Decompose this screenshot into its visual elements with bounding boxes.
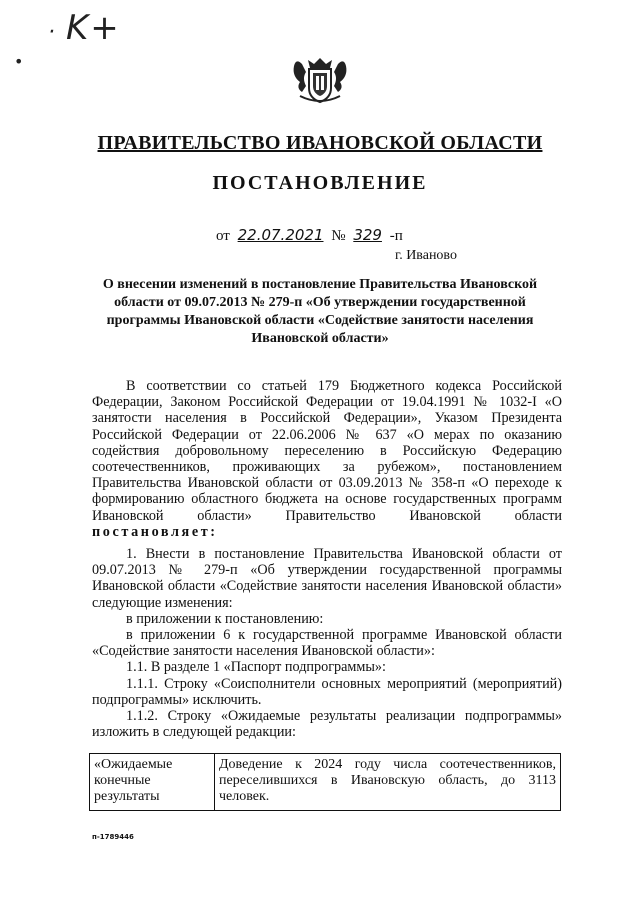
government-title: ПРАВИТЕЛЬСТВО ИВАНОВСКОЙ ОБЛАСТИ xyxy=(97,132,543,154)
paragraph-6: 1.1.2. Строку «Ожидаемые результаты реализации подпрограммы» изложить в следующей редакции: xyxy=(92,708,562,741)
coat-of-arms-emblem xyxy=(292,56,348,106)
results-table xyxy=(89,753,561,811)
table-value-cell: Доведение к 2024 году числа соотечественников, переселившихся в Ивановскую область, до 3113 человек. xyxy=(215,754,561,811)
handwritten-mark: K+ xyxy=(66,8,121,48)
document-subject: О внесении изменений в постановление Правительства Ивановской области от 09.07.2013 № 279-п «Об утверждении государственной программы Ивановской области «Содействие занятости населения Ивановской области» xyxy=(102,277,538,346)
table-label-cell: «Ожидаемые конечные результаты xyxy=(90,754,215,811)
paragraph-2: в приложении к постановлению: xyxy=(126,610,324,627)
number-suffix: -п xyxy=(389,228,403,244)
handwritten-dot-2: • xyxy=(14,52,24,71)
resolves-word xyxy=(92,524,562,540)
amendments-block xyxy=(92,546,562,740)
document-date: 22.07.2021 xyxy=(237,226,324,244)
document-type: ПОСТАНОВЛЕНИЕ xyxy=(212,172,428,194)
number-label: № xyxy=(331,228,346,244)
city: г. Иваново xyxy=(395,248,457,263)
paragraph-5: 1.1.1. Строку «Соисполнители основных мероприятий (мероприятий) подпрограммы» исключить. xyxy=(92,675,562,708)
paragraph-3: в приложении 6 к государственной программе Ивановской области «Содействие занятости населения Ивановской области»: xyxy=(92,627,562,660)
table-row xyxy=(90,754,561,811)
handwritten-dot: · xyxy=(48,20,55,45)
paragraph-1: 1. Внести в постановление Правительства Ивановской области от 09.07.2013 № 279-п «Об утверждении государственной программы Ивановской области «Содействие занятости населения Ивановской области» следующие изменения: xyxy=(92,546,562,611)
date-number-line xyxy=(216,226,403,245)
from-label: от xyxy=(216,228,230,244)
document-number: 329 xyxy=(353,226,382,244)
paragraph-4: 1.1. В разделе 1 «Паспорт подпрограммы»: xyxy=(126,659,386,676)
preamble-block xyxy=(92,378,562,540)
preamble-paragraph: В соответствии со статьей 179 Бюджетного кодекса Российской Федерации, Законом Российской Федерации от 19.04.1991 № 1032-I «О занятости населения в Российской Федерации», Указом Президента Российской Федерации от 22.06.2006 № 637 «О мерах по оказанию содействия добровольному переселению в Российскую Федерацию соотечественников, проживающих за рубежом», постановлением Правительства Ивановской области от 03.09.2013 № 358-п «О переходе к формированию областного бюджета на основе государственных программ Ивановской области» Правительство Ивановской области xyxy=(92,378,562,524)
resolves-text: постановляет: xyxy=(92,523,218,540)
document-code: п-1789446 xyxy=(92,833,134,841)
